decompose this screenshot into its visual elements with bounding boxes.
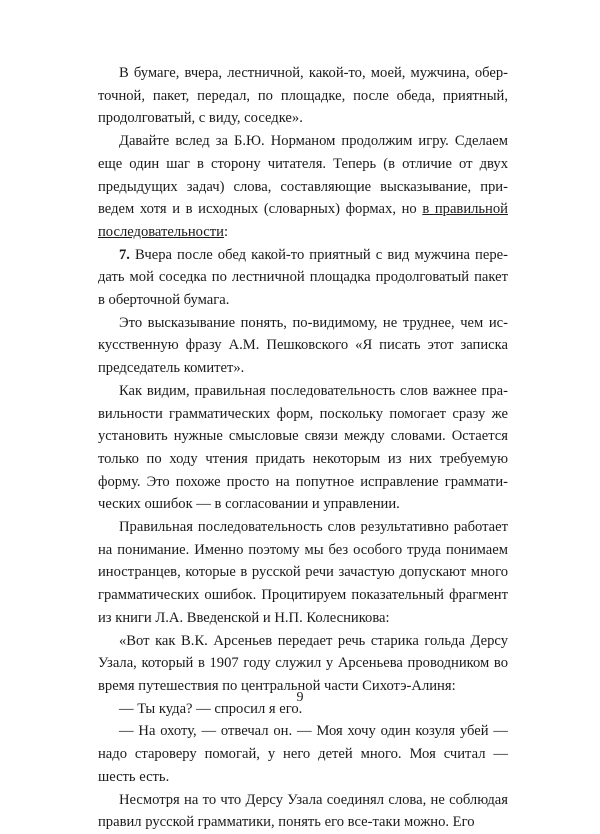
paragraph-text: В бумаге, вчера, лестничной, какой-то, моей, мужчина, оберточной, пакет, передал, по площадке, после обеда, приятный, продолговатый, с виду, соседке». — [98, 65, 508, 127]
paragraph-text: Несмотря на то что Дерсу Узала соединял слова, не соблюдая правил русской грамматики, понять его все-таки можно. Его — [98, 791, 508, 831]
paragraph-foreigners — [98, 516, 508, 630]
page-body — [98, 62, 508, 834]
paragraph-text: Как видим, правильная последовательность слов важнее правильности грамматических форм, поскольку помогает сразу же установить нужные смысловые связи между словами. Остается только по ходу чтения придать некоторым из них требуемую форму. Это похоже просто на попутное исправление грамматических ошибок — в согласовании и управлении. — [98, 382, 508, 513]
paragraph-text: Давайте вслед за Б.Ю. Норманом продолжим игру. Сделаем еще один шаг в сторону читателя. Теперь (в отличие от двух предыдущих задач) слова, составляющие высказывание, приведем хотя и в исходных (словарных) формах, но — [98, 133, 508, 218]
paragraph-example-7 — [98, 244, 508, 312]
paragraph-text: Правильная последовательность слов результативно работает на понимание. Именно поэтому мы без особого труда понимаем иностранцев, которые в русской речи зачастую допускают много грамматических ошибок. Процитируем показательный фрагмент из книги Л.А. Введенской и Н.П. Колесникова: — [98, 519, 508, 626]
example-number: 7. — [119, 246, 130, 263]
underlined-phrase: в правильной последовательности — [98, 201, 508, 240]
paragraph-word-list — [98, 62, 508, 130]
paragraph-text: : — [223, 223, 229, 240]
paragraph-text: Вчера после обед какой-то приятный с вид мужчина передать мой соседка по лестничной площадка продолговатый пакет в оберточной бумага. — [98, 246, 508, 309]
paragraph-text: «Вот как В.К. Арсеньев передает речь старика гольда Дерсу Узала, который в 1907 году служил у Арсеньева проводником во время путешествия по центральной части Сихотэ-Алиня: — [98, 632, 508, 694]
page-number: 9 — [296, 690, 304, 705]
paragraph-word-order — [98, 380, 508, 516]
paragraph-dialogue-2 — [98, 720, 508, 788]
paragraph-conclusion — [98, 789, 508, 834]
paragraph-text: — Ты куда? — спросил я его. — [119, 700, 303, 717]
paragraph-game-continuation — [98, 130, 508, 244]
paragraph-quote-intro — [98, 630, 508, 698]
paragraph-text: — На охоту, — отвечал он. — Моя хочу один козуля убей — надо староверу помогай, у него детей много. Моя считал — шесть есть. — [98, 723, 508, 785]
paragraph-text: Это высказывание понять, по-видимому, не труднее, чем искусственную фразу А.М. Пешковского «Я писать этот записка председатель комитет». — [98, 314, 508, 377]
paragraph-peshkovsky — [98, 312, 508, 380]
